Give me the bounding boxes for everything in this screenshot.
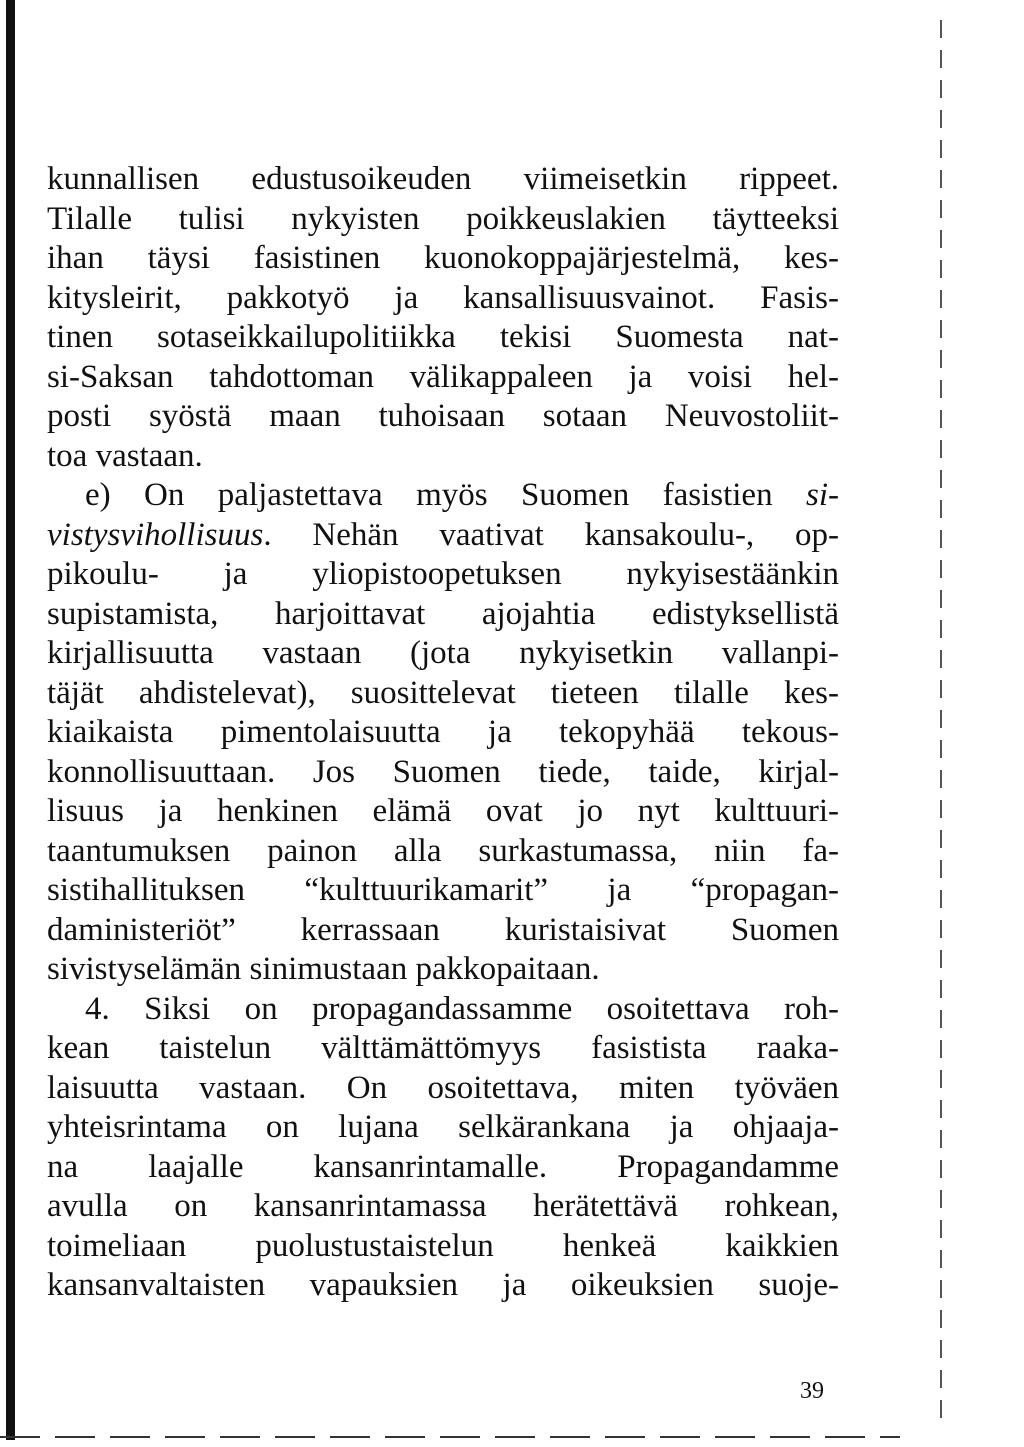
page-number: 39 (800, 1378, 824, 1404)
text-line: sivistyselämän sinimustaan pakkopaitaan. (47, 951, 600, 987)
text-line: sistihallituksen “kulttuurikamarit” ja “propagan- (47, 872, 839, 908)
scan-edge-bottom (0, 1436, 900, 1438)
text-line: ihan täysi fasistinen kuonokoppajärjestelmä, kes- (47, 240, 839, 276)
italic-segment: vistysvihollisuus (47, 516, 264, 553)
text-line: kirjallisuutta vastaan (jota nykyisetkin vallanpi- (47, 635, 839, 671)
text-line: yhteisrintama on lujana selkärankana ja ohjaaja- (47, 1109, 839, 1145)
text-line: na laajalle kansanrintamalle. Propagandamme (47, 1148, 839, 1185)
text-line: tinen sotaseikkailupolitiikka tekisi Suomesta nat- (47, 319, 839, 355)
text-line (47, 516, 839, 556)
text-segment: . Nehän vaativat kansakoulu-, op- (263, 516, 839, 553)
text-line: posti syöstä maan tuhoisaan sotaan Neuvostoliit- (47, 398, 839, 434)
text-line: Tilalle tulisi nykyisten poikkeuslakien täytteeksi (47, 200, 839, 237)
text-line (47, 476, 839, 516)
italic-segment: si- (806, 477, 839, 513)
text-line: kiaikaista pimentolaisuutta ja tekopyhää tekous- (47, 714, 839, 750)
text-line: lisuus ja henkinen elämä ovat jo nyt kulttuuri- (47, 793, 839, 829)
text-line: 4. Siksi on propagandassamme osoitettava roh- (85, 990, 839, 1027)
body-text (47, 160, 839, 1306)
text-line: täjät ahdistelevat), suosittelevat tieteen tilalle kes- (47, 674, 839, 711)
text-line: pikoulu- ja yliopistoopetuksen nykyisestäänkin (47, 556, 839, 592)
scan-edge-left (6, 0, 15, 1440)
text-line: konnollisuuttaan. Jos Suomen tiede, taide, kirjal- (47, 753, 839, 790)
text-line: kean taistelun välttämättömyys fasistista raaka- (47, 1030, 839, 1066)
text-line: taantumuksen painon alla surkastumassa, niin fa- (47, 832, 839, 869)
text-line: kitysleirit, pakkotyö ja kansallisuusvainot. Fasis- (47, 279, 839, 316)
text-line: kansanvaltaisten vapauksien ja oikeuksien suoje- (47, 1267, 839, 1303)
text-line: si-Saksan tahdottoman välikappaleen ja voisi hel- (47, 358, 839, 395)
text-line: avulla on kansanrintamassa herätettävä rohkean, (47, 1188, 839, 1224)
text-line: kunnallisen edustusoikeuden viimeisetkin rippeet. (47, 161, 839, 197)
text-line: daministeriöt” kerrassaan kuristaisivat Suomen (47, 911, 839, 948)
text-line: toa vastaan. (47, 437, 203, 474)
text-line: supistamista, harjoittavat ajojahtia edistyksellistä (47, 595, 839, 632)
scan-edge-right (940, 20, 942, 1420)
text-line: laisuutta vastaan. On osoitettava, miten työväen (47, 1069, 839, 1106)
text-segment: e) On paljastettava myös Suomen fasistien (85, 477, 806, 513)
text-line: toimeliaan puolustustaistelun henkeä kaikkien (47, 1227, 839, 1264)
